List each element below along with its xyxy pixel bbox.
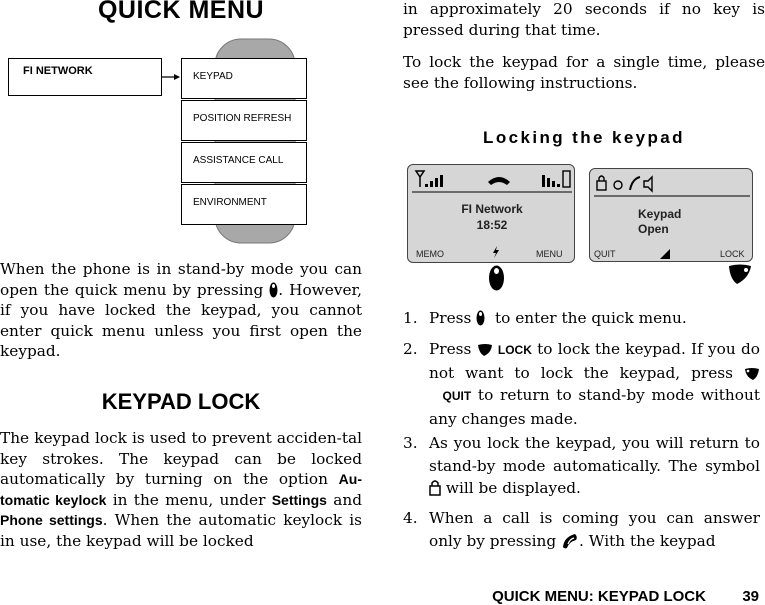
edit-icon — [660, 249, 670, 259]
call-icon — [630, 177, 640, 190]
step-1 — [403, 307, 760, 330]
step-text: to return to stand-by mode without any changes made. — [429, 386, 760, 428]
menu-item-assistance-call: ASSISTANCE CALL — [181, 142, 307, 183]
lock-text-1: The keypad lock is used to prevent acciden-tal key strokes. The keypad can be locked automatically by turning on the option — [0, 429, 362, 488]
lock-label: LOCK — [497, 343, 532, 357]
left-soft-key-icon — [744, 367, 760, 381]
keypad-lock-heading: KEYPAD LOCK — [101, 389, 261, 414]
right-soft-key-icon — [727, 263, 753, 285]
single-lock-paragraph: To lock the keypad for a single time, please see the following instructions. — [403, 53, 765, 92]
answer-key-icon — [561, 533, 579, 549]
lock-text-2: in the menu, under — [112, 490, 266, 509]
step-text: will be displayed. — [445, 479, 581, 497]
intro-text-2: . However, if you have locked the keypad, you cannot enter quick menu unless you first open the keypad. — [0, 280, 363, 360]
intro-paragraph — [0, 259, 362, 362]
screen1-line1: FI Network — [461, 202, 523, 216]
group-icon — [614, 181, 622, 189]
screen2-left-soft: QUIT — [594, 249, 616, 259]
menu-item-environment: ENVIRONMENT — [181, 184, 307, 225]
step-text: . With the keypad — [579, 531, 716, 550]
screen2-line1: Keypad — [638, 207, 682, 221]
menu-item-keypad: KEYPAD — [181, 58, 307, 99]
step-number: 2. — [403, 340, 418, 358]
lightning-icon — [492, 246, 500, 258]
lock-text-3: and — [333, 490, 362, 509]
step-4 — [403, 507, 760, 552]
diagram-arrow-head — [174, 74, 180, 80]
page-title: QUICK MENU — [97, 0, 265, 24]
step-text: Press — [429, 309, 472, 327]
menu-key-icon-large — [488, 265, 505, 291]
step-text: to enter the quick menu. — [494, 309, 687, 327]
battery-bars-icon — [542, 175, 545, 187]
right-soft-key-icon — [477, 343, 493, 357]
keypad-open-screen — [589, 168, 753, 262]
speaker-icon — [644, 177, 652, 191]
screen1-line2: 18:52 — [476, 218, 508, 232]
step-text: As you lock the keypad, you will return to stand-by mode automatically. The symbol — [429, 434, 760, 475]
step-text: Press — [429, 340, 472, 358]
page-number: 39 — [742, 588, 759, 605]
menu-item-position-refresh: POSITION REFRESH — [181, 100, 307, 141]
intro-text-1: When the phone is in stand-by mode you can open the quick menu by pressing — [0, 260, 362, 299]
step-number: 3. — [403, 434, 418, 452]
page-footer — [492, 588, 759, 605]
screen1-left-soft: MEMO — [416, 249, 444, 259]
step-text: When a call is coming you can answer only by pressing — [429, 509, 760, 550]
menu-key-icon — [269, 282, 278, 298]
screen2-line2: Open — [638, 222, 669, 236]
standby-screen — [407, 164, 575, 263]
locking-keypad-heading: Locking the keypad — [483, 128, 685, 147]
network-box: FI NETWORK — [8, 58, 162, 96]
screen2-right-soft: LOCK — [720, 249, 745, 259]
step-number: 1. — [403, 309, 418, 327]
option-phone-settings: Phone settings — [0, 512, 103, 528]
step-number: 4. — [403, 509, 418, 527]
lock-text-4: . When the automatic keylock is in use, the keypad will be locked — [0, 511, 362, 550]
lock-icon — [597, 181, 606, 190]
option-settings: Settings — [271, 491, 327, 508]
screen1-right-soft: MENU — [536, 249, 563, 259]
option-automatic-keylock: Au-tomatic keylock — [0, 471, 362, 508]
continued-paragraph: in approximately 20 seconds if no key is pressed during that time. — [403, 0, 765, 39]
quit-label: QUIT — [442, 389, 472, 403]
step-text: to lock the keypad. If you do not want to lock the keypad, press — [429, 340, 760, 382]
screen2-status-icons — [594, 171, 750, 197]
battery-icon — [563, 171, 570, 187]
footer-section: QUICK MENU: KEYPAD LOCK — [492, 588, 706, 605]
step-2 — [403, 338, 760, 430]
signal-bars-icon — [425, 184, 428, 187]
step-3 — [403, 432, 760, 500]
lock-paragraph — [0, 428, 362, 551]
menu-key-icon — [476, 310, 485, 326]
handset-icon — [488, 177, 510, 185]
status-icons — [412, 167, 572, 193]
keypad-locked-icon — [429, 479, 441, 496]
